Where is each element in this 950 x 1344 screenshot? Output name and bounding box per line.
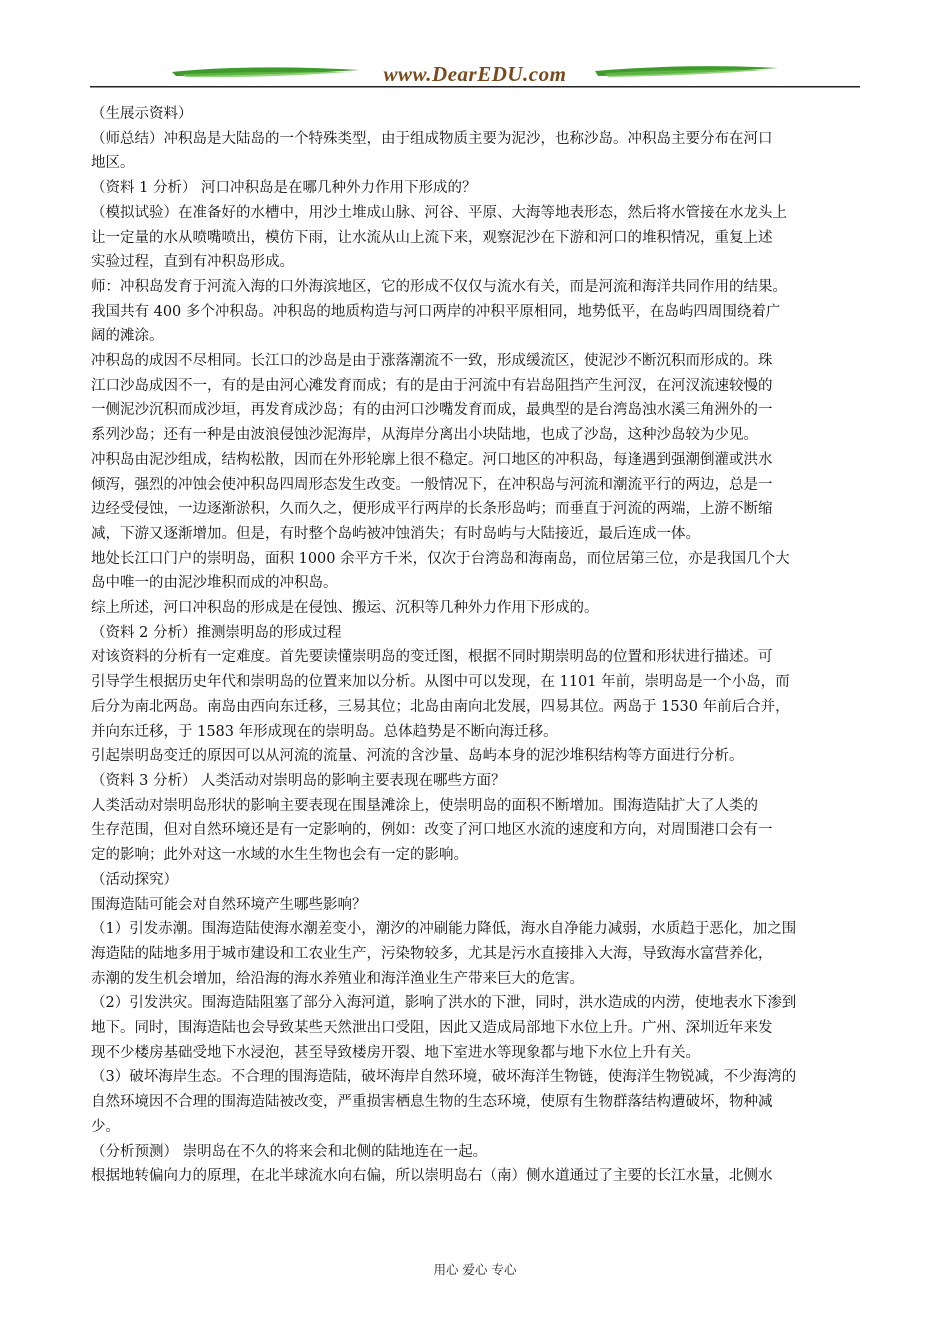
- text-line: 江口沙岛成因不一，有的是由河心滩发育而成；有的是由于河流中有岩岛阻挡产生河汊，在河汊流速较慢的: [91, 377, 773, 394]
- text-line: （3）破坏海岸生态。不合理的围海造陆，破坏海岸自然环境，破坏海洋生物链，使海洋生物锐减，不少海湾的: [91, 1069, 797, 1086]
- text-line: 引起崇明岛变迁的原因可以从河流的流量、河流的含沙量、岛屿本身的泥沙堆积结构等方面进行分析。: [91, 748, 744, 765]
- text-line: 对该资料的分析有一定难度。首先要读懂崇明岛的变迁图，根据不同时期崇明岛的位置和形状进行描述。可: [91, 649, 773, 666]
- text-line: 生存范围，但对自然环境还是有一定影响的，例如：改变了河口地区水流的速度和方向，对周围港口会有一: [91, 822, 773, 839]
- text-line: （生展示资料）: [91, 106, 193, 122]
- document-body: [91, 102, 866, 1189]
- text-line: （资料 3 分析） 人类活动对崇明岛的影响主要表现在哪些方面？: [91, 772, 506, 789]
- text-line: 岛中唯一的由泥沙堆积而成的冲积岛。: [91, 575, 338, 592]
- text-line: 倾泻，强烈的冲蚀会使冲积岛四周形态发生改变。一般情况下，在冲积岛与河流和潮流平行的两边，总是一: [91, 476, 773, 493]
- text-line: 阔的滩涂。: [91, 328, 164, 345]
- text-line: 人类活动对崇明岛形状的影响主要表现在围垦滩涂上，使崇明岛的面积不断增加。围海造陆扩大了人类的: [91, 797, 758, 814]
- text-line: 现不少楼房基础受地下水浸泡，甚至导致楼房开裂、地下室进水等现象都与地下水位上升有关。: [91, 1044, 700, 1061]
- text-line: 减，下游又逐渐增加。但是，有时整个岛屿被冲蚀消失；有时岛屿与大陆接近，最后连成一体。: [91, 525, 700, 542]
- text-line: （活动探究）: [91, 871, 178, 888]
- text-line: 综上所述，河口冲积岛的形成是在侵蚀、搬运、沉积等几种外力作用下形成的。: [91, 600, 599, 617]
- text-line: 地处长江口门户的崇明岛，面积 1000 余平方千米，仅次于台湾岛和海南岛，而位居第三位，亦是我国几个大: [91, 550, 790, 567]
- text-line: 赤潮的发生机会增加，给沿海的海水养殖业和海洋渔业生产带来巨大的危害。: [91, 970, 584, 987]
- text-line: 后分为南北两岛。南岛由西向东迁移，三易其位；北岛由南向北发展，四易其位。两岛于 1530 年前后合并，: [91, 698, 790, 715]
- text-line: 一侧泥沙沉积而成沙垣，再发育成沙岛；有的由河口沙嘴发育而成，最典型的是台湾岛浊水溪三角洲外的一: [91, 402, 773, 419]
- text-line: 我国共有 400 多个冲积岛。冲积岛的地质构造与河口两岸的冲积平原相同，地势低平，在岛屿四周围绕着广: [91, 303, 781, 320]
- text-line: 海造陆的陆地多用于城市建设和工农业生产，污染物较多，尤其是污水直接排入大海，导致海水富营养化，: [91, 945, 773, 962]
- text-line: 系列沙岛；还有一种是由波浪侵蚀沙泥海岸，从海岸分离出小块陆地，也成了沙岛，这种沙岛较为少见。: [91, 427, 758, 444]
- text-line: 师：冲积岛发育于河流入海的口外海滨地区，它的形成不仅仅与流水有关，而是河流和海洋共同作用的结果。: [91, 278, 787, 295]
- text-line: 冲积岛的成因不尽相同。长江口的沙岛是由于涨落潮流不一致，形成缓流区，使泥沙不断沉积而形成的。珠: [91, 353, 773, 370]
- text-line: （1）引发赤潮。围海造陆使海水潮差变小，潮汐的冲刷能力降低，海水自净能力减弱，水质趋于恶化，加之围: [91, 921, 797, 938]
- text-line: 实验过程，直到有冲积岛形成。: [91, 254, 294, 271]
- text-line: （分析预测） 崇明岛在不久的将来会和北侧的陆地连在一起。: [91, 1143, 488, 1160]
- page-footer: 用心 爱心 专心: [433, 1262, 517, 1277]
- text-line: 让一定量的水从喷嘴喷出，模仿下雨，让水流从山上流下来，观察泥沙在下游和河口的堆积情况，重复上述: [91, 229, 773, 246]
- text-line: 冲积岛由泥沙组成，结构松散，因而在外形轮廓上很不稳定。河口地区的冲积岛，每逢遇到强潮倒灌或洪水: [91, 451, 773, 468]
- text-line: 边经受侵蚀，一边逐渐淤积，久而久之，便形成平行两岸的长条形岛屿；而垂直于河流的两端，上游不断缩: [91, 501, 773, 518]
- text-line: 少。: [91, 1118, 120, 1135]
- text-line: 根据地转偏向力的原理，在北半球流水向右偏，所以崇明岛右（南）侧水道通过了主要的长江水量，北侧水: [91, 1168, 773, 1185]
- text-line: （资料 2 分析）推测崇明岛的形成过程: [91, 624, 342, 641]
- text-line: 地区。: [91, 155, 135, 172]
- text-line: 并向东迁移，于 1583 年形成现在的崇明岛。总体趋势是不断向海迁移。: [91, 723, 558, 740]
- text-line: 自然环境因不合理的围海造陆被改变，严重损害栖息生物的生态环境，使原有生物群落结构遭破坏，物种减: [91, 1094, 773, 1111]
- text-line: （2）引发洪灾。围海造陆阻塞了部分入海河道，影响了洪水的下泄，同时，洪水造成的内涝，使地表水下渗到: [91, 995, 797, 1012]
- site-header-banner: [90, 60, 860, 90]
- site-logo-text: www.DearEDU.com: [383, 62, 567, 86]
- text-line: 定的影响；此外对这一水域的水生生物也会有一定的影响。: [91, 847, 468, 864]
- text-line: 地下。同时，围海造陆也会导致某些天然泄出口受阻，因此又造成局部地下水位上升。广州、深圳近年来发: [91, 1020, 773, 1037]
- text-line: （模拟试验）在准备好的水槽中，用沙土堆成山脉、河谷、平原、大海等地表形态，然后将水管接在水龙头上: [91, 204, 787, 221]
- text-line: 围海造陆可能会对自然环境产生哪些影响？: [91, 896, 367, 913]
- text-line: 引导学生根据历史年代和崇明岛的位置来加以分析。从图中可以发现，在 1101 年前，崇明岛是一个小岛，而: [91, 674, 790, 691]
- text-line: （资料 1 分析） 河口冲积岛是在哪几种外力作用下形成的？: [91, 180, 477, 197]
- text-line: （师总结）冲积岛是大陆岛的一个特殊类型，由于组成物质主要为泥沙，也称沙岛。冲积岛主要分布在河口: [91, 130, 773, 147]
